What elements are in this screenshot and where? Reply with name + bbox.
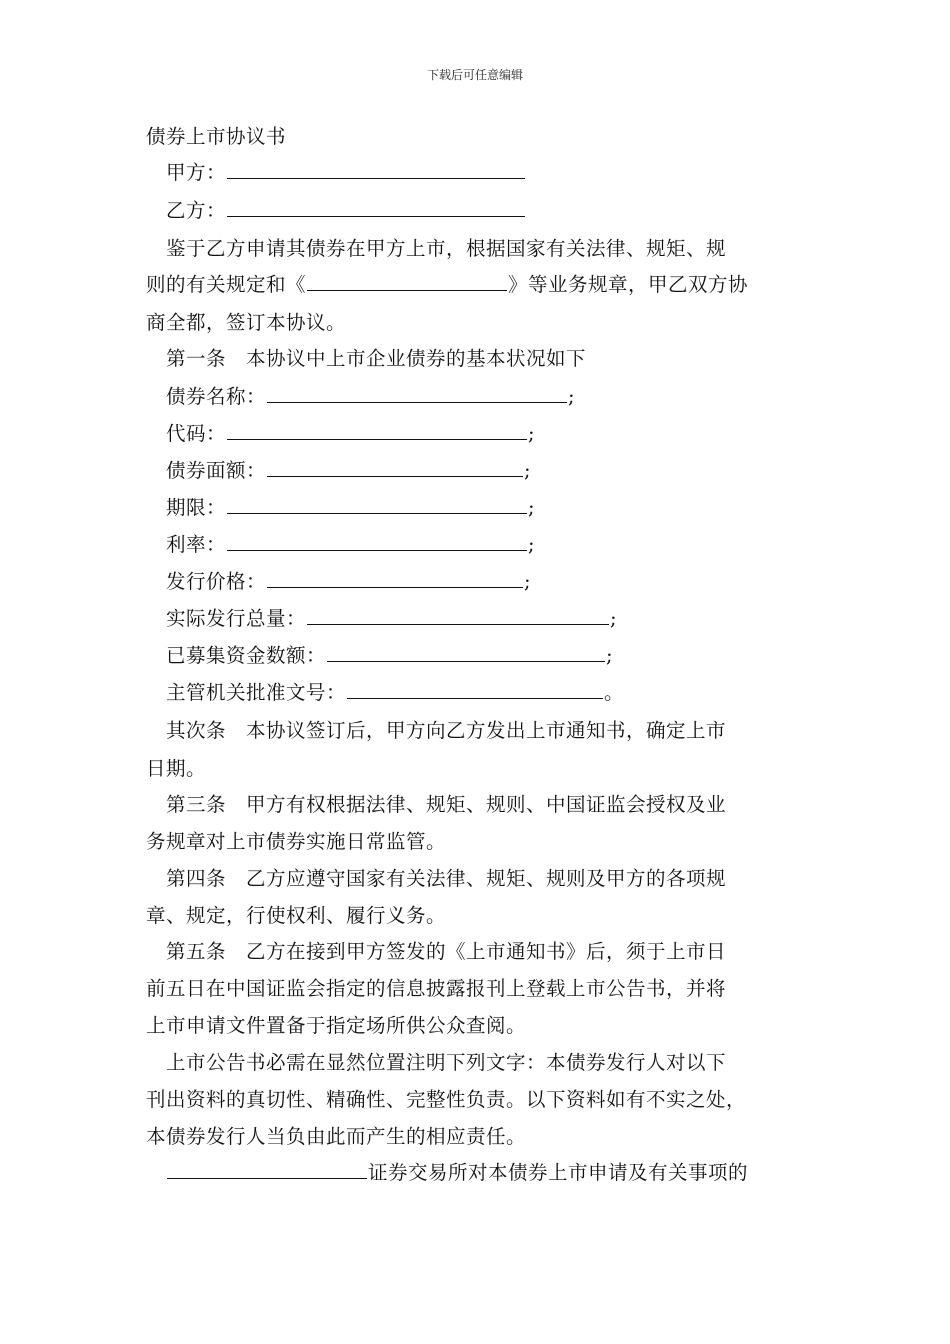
field-label: 主管机关批准文号： xyxy=(166,681,347,704)
article-5-line-3: 上市申请文件置备于指定场所供公众查阅。 xyxy=(146,1014,527,1037)
field-raised-funds xyxy=(166,643,613,669)
preamble-line-2 xyxy=(146,272,748,298)
field-label: 发行价格： xyxy=(166,570,267,593)
field-blank[interactable] xyxy=(267,569,523,588)
preamble-text: 则的有关规定和《 xyxy=(146,273,307,296)
field-label: 代码： xyxy=(166,422,227,445)
field-label: 实际发行总量： xyxy=(166,607,307,630)
field-approval-number xyxy=(166,680,624,706)
regulation-name-blank[interactable] xyxy=(307,272,507,291)
field-label: 利率： xyxy=(166,533,227,556)
page-header: 下载后可任意编辑 xyxy=(426,68,523,82)
field-end: 。 xyxy=(604,681,625,704)
field-actual-volume xyxy=(166,606,617,632)
field-end: ; xyxy=(606,644,614,667)
party-a-line xyxy=(166,160,526,186)
exchange-name-blank[interactable] xyxy=(167,1160,367,1179)
party-a-blank[interactable] xyxy=(227,160,525,179)
article-2-line-1: 其次条 本协议签订后，甲方向乙方发出上市通知书，确定上市 xyxy=(166,719,727,742)
notice-line-1: 上市公告书必需在显然位置注明下列文字：本债券发行人对以下 xyxy=(166,1051,727,1074)
field-blank[interactable] xyxy=(267,458,523,477)
field-end: ; xyxy=(528,496,536,519)
field-blank[interactable] xyxy=(227,532,527,551)
field-end: ; xyxy=(524,459,532,482)
exchange-line xyxy=(166,1160,748,1186)
field-interest-rate xyxy=(166,532,535,558)
exchange-line-text: 证券交易所对本债券上市申请及有关事项的 xyxy=(368,1161,749,1184)
field-end: ; xyxy=(528,422,536,445)
article-3-line-2: 务规章对上市债券实施日常监管。 xyxy=(146,830,447,853)
article-4-line-2: 章、规定，行使权利、履行义务。 xyxy=(146,904,447,927)
field-end: ; xyxy=(610,607,618,630)
notice-line-3: 本债券发行人当负由此而产生的相应责任。 xyxy=(146,1125,527,1148)
field-blank[interactable] xyxy=(307,606,609,625)
field-label: 已募集资金数额： xyxy=(166,644,327,667)
field-blank[interactable] xyxy=(327,643,605,662)
article-1-heading: 第一条 本协议中上市企业债券的基本状况如下 xyxy=(166,347,587,370)
preamble-text: 》等业务规章，甲乙双方协 xyxy=(508,273,749,296)
field-blank[interactable] xyxy=(227,421,527,440)
field-end: ; xyxy=(524,570,532,593)
preamble-line-1: 鉴于乙方申请其债券在甲方上市，根据国家有关法律、规矩、规 xyxy=(166,237,727,260)
field-issue-price xyxy=(166,569,531,595)
article-5-line-1: 第五条 乙方在接到甲方签发的《上市通知书》后，须于上市日 xyxy=(166,940,727,963)
field-blank[interactable] xyxy=(227,495,527,514)
field-code xyxy=(166,421,535,447)
field-label: 债券名称： xyxy=(166,385,267,408)
party-a-label: 甲方： xyxy=(166,161,227,184)
field-blank[interactable] xyxy=(267,384,567,403)
field-face-value xyxy=(166,458,531,484)
notice-line-2: 刊出资料的真切性、精确性、完整性负责。以下资料如有不实之处， xyxy=(146,1088,747,1111)
party-b-label: 乙方： xyxy=(166,199,227,222)
party-b-blank[interactable] xyxy=(227,198,525,217)
field-bond-name xyxy=(166,384,575,410)
field-blank[interactable] xyxy=(347,680,603,699)
party-b-line xyxy=(166,198,526,224)
preamble-line-3: 商全都，签订本协议。 xyxy=(146,311,347,334)
article-4-line-1: 第四条 乙方应遵守国家有关法律、规矩、规则及甲方的各项规 xyxy=(166,867,727,890)
field-term xyxy=(166,495,535,521)
article-2-line-2: 日期。 xyxy=(146,757,207,780)
article-3-line-1: 第三条 甲方有权根据法律、规矩、规则、中国证监会授权及业 xyxy=(166,793,727,816)
field-label: 债券面额： xyxy=(166,459,267,482)
field-end: ; xyxy=(528,533,536,556)
field-label: 期限： xyxy=(166,496,227,519)
field-end: ; xyxy=(568,385,576,408)
document-title: 债券上市协议书 xyxy=(146,125,287,148)
article-5-line-2: 前五日在中国证监会指定的信息披露报刊上登载上市公告书，并将 xyxy=(146,977,727,1000)
